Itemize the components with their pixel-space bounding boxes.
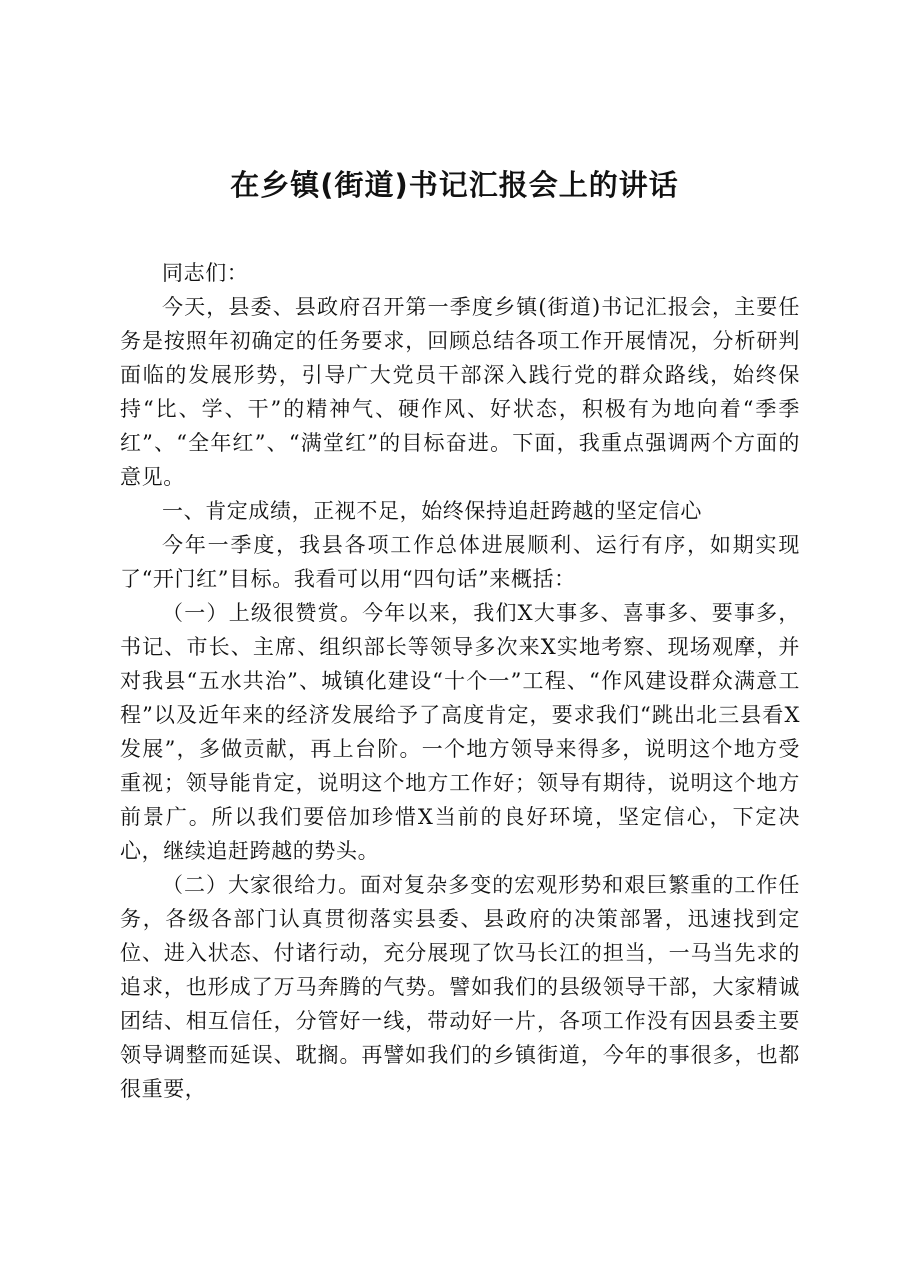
section-heading-1: 一、肯定成绩，正视不足，始终保持追赶跨越的坚定信心 [162, 499, 702, 523]
paragraph-point-2: （二）大家很给力。面对复杂多变的宏观形势和艰巨繁重的工作任务，各级各部门认真贯彻落实县委、县政府的决策部署，迅速找到定位、进入状态、付诸行动，充分展现了饮马长江的担当，一马当先求的追求，也形成了万马奔腾的气势。譬如我们的县级领导干部，大家精诚团结、相互信任，分管好一线，带动好一片，各项工作没有因县委主要领导调整而延误、耽搁。再譬如我们的乡镇街道，今年的事很多，也都很重要， [120, 873, 800, 1101]
paragraph-intro: 今天，县委、县政府召开第一季度乡镇(街道)书记汇报会，主要任务是按照年初确定的任务要求，回顾总结各项工作开展情况，分析研判面临的发展形势，引导广大党员干部深入践行党的群众路线，始终保持“比、学、干”的精神气、硬作风、好状态，积极有为地向着“季季红”、“全年红”、“满堂红”的目标奋进。下面，我重点强调两个方面的意见。 [120, 295, 800, 489]
document-title: 在乡镇(街道)书记汇报会上的讲话 [230, 168, 679, 202]
document-body [120, 256, 800, 1106]
paragraph-summary: 今年一季度，我县各项工作总体进展顺利、运行有序，如期实现了“开门红”目标。我看可以用“四句话”来概括： [120, 533, 800, 591]
greeting: 同志们： [162, 261, 249, 285]
paragraph-point-1: （一）上级很赞赏。今年以来，我们X大事多、喜事多、要事多，书记、市长、主席、组织部长等领导多次来X实地考察、现场观摩，并对我县“五水共治”、城镇化建设“十个一”工程、“作风建设群众满意工程”以及近年来的经济发展给予了高度肯定，要求我们“跳出北三县看X发展”，多做贡献，再上台阶。一个地方领导来得多，说明这个地方受重视；领导能肯定，说明这个地方工作好；领导有期待，说明这个地方前景广。所以我们要倍加珍惜X当前的良好环境，坚定信心，下定决心，继续追赶跨越的势头。 [120, 601, 800, 863]
